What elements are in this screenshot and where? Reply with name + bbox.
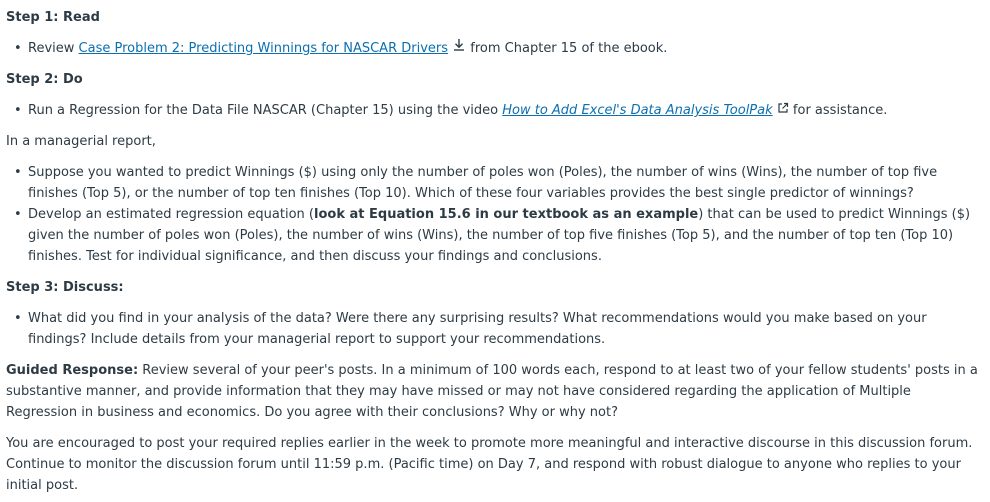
report-list xyxy=(6,162,984,267)
external-link-icon[interactable] xyxy=(777,100,789,121)
step2-bullet-suffix: for assistance. xyxy=(792,103,888,118)
report-intro: In a managerial report, xyxy=(6,134,156,149)
list-item xyxy=(28,38,984,59)
step3-heading: Step 3: Discuss: xyxy=(6,280,124,295)
report-bullet-one: Suppose you wanted to predict Winnings ($) using only the number of poles won (Poles), the number of wins (Wins), the number of top five finishes (Top 5), or the number of top ten finishes (Top 10). Which of these four variables provides the best single predictor of winnings? xyxy=(28,165,938,201)
guided-response-text: Review several of your peer's posts. In a minimum of 100 words each, respond to at least two of your fellow students' posts in a substantive manner, and provide information that they may have missed or may not have considered regarding the application of Multiple Regression in business and economics. Do you agree with their conclusions? Why or why not? xyxy=(6,363,978,420)
step1-heading: Step 1: Read xyxy=(6,10,100,25)
excel-toolpak-video-link[interactable]: How to Add Excel's Data Analysis ToolPak xyxy=(502,103,773,118)
step1-bullet-prefix: Review xyxy=(28,41,75,56)
list-item xyxy=(28,162,984,204)
download-icon[interactable] xyxy=(452,38,466,59)
step2-bullet-prefix: Run a Regression for the Data File NASCAR (Chapter 15) using the video xyxy=(28,103,499,118)
guided-response-label: Guided Response: xyxy=(6,363,139,378)
report-bullet-two-a: Develop an estimated regression equation ( xyxy=(28,207,314,222)
report-bullet-two-bold: look at Equation 15.6 in our textbook as an example xyxy=(314,207,699,222)
step1-list xyxy=(6,38,984,59)
step2-list xyxy=(6,100,984,121)
list-item xyxy=(28,100,984,121)
case-problem-link[interactable]: Case Problem 2: Predicting Winnings for NASCAR Drivers xyxy=(78,41,449,56)
step3-list xyxy=(6,308,984,350)
closing-paragraph: You are encouraged to post your required replies earlier in the week to promote more meaningful and interactive discourse in this discussion forum. Continue to monitor the discussion forum until 11:59 p.m. (Pacific time) on Day 7, and respond with robust dialogue to anyone who replies to your initial post. xyxy=(6,436,973,493)
step2-heading: Step 2: Do xyxy=(6,72,83,87)
list-item xyxy=(28,308,984,350)
list-item xyxy=(28,204,984,267)
report-bullet-two-b: ) that can be used to predict Winnings ($) given the number of poles won (Poles), the number of wins (Wins), the number of top five finishes (Top 5), and the number of top ten (Top 10) finishes. Test for individual significance, and then discuss your findings and conclusions. xyxy=(28,207,971,264)
step1-bullet-suffix: from Chapter 15 of the ebook. xyxy=(470,41,668,56)
step3-bullet: What did you find in your analysis of the data? Were there any surprising results? What recommendations would you make based on your findings? Include details from your managerial report to support your recommendations. xyxy=(28,311,927,347)
guided-response xyxy=(6,360,984,423)
